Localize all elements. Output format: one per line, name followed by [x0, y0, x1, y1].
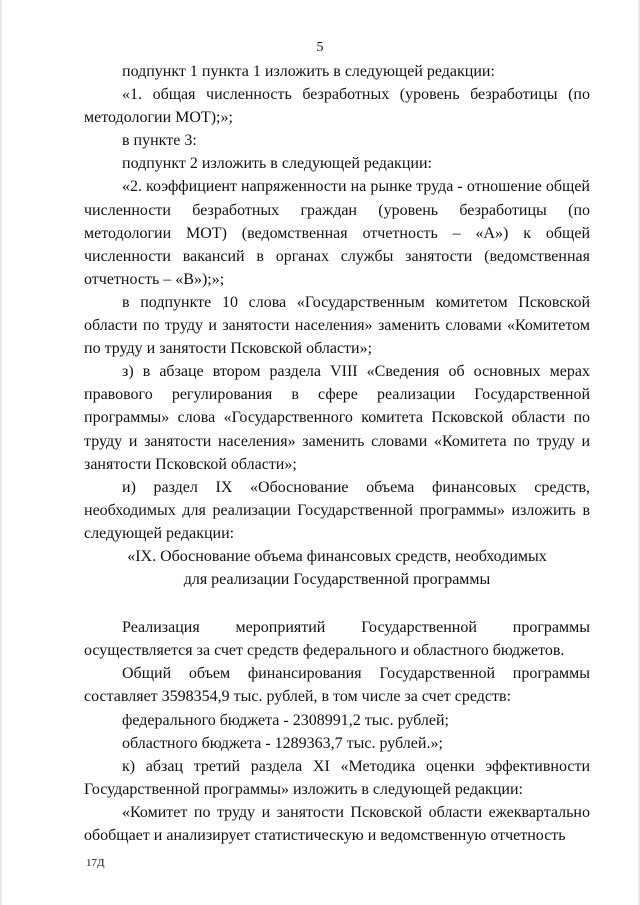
- paragraph: подпункт 1 пункта 1 изложить в следующей редакции:: [122, 63, 495, 80]
- paragraph: подпункт 2 изложить в следующей редакции:: [122, 155, 432, 173]
- paragraph: федерального бюджета - 2308991,2 тыс. рублей;: [122, 711, 449, 729]
- paragraph: Общий объем финансирования Государственной программы составляет 3598354,9 тыс. рублей, в том числе за счет средств:: [84, 665, 590, 706]
- paragraph: «2. коэффициент напряженности на рынке труда - отношение общей численности безработных граждан (уровень безработицы (по методологии МОТ) (ведомственная отчетность – «А») к общей численности вакансий в органах службы занятости (ведомственная отчетность – «В»);»;: [84, 178, 590, 288]
- section-heading-continued: для реализации Государственной программы: [183, 571, 491, 589]
- paragraph: «1. общая численность безработных (уровень безработицы (по методологии МОТ);»;: [84, 86, 590, 127]
- paragraph: Реализация мероприятий Государственной программы осуществляется за счет средств федерального и областного бюджетов.: [84, 619, 590, 660]
- paragraph: в пункте 3:: [122, 132, 197, 150]
- paragraph: и) раздел IX «Обоснование объема финансовых средств, необходимых для реализации Государственной программы» изложить в следующей редакции:: [84, 478, 590, 542]
- page-edge-left: [0, 0, 2, 905]
- paragraph: к) абзац третий раздела XI «Методика оценки эффективности Государственной программы» изложить в следующей редакции:: [84, 757, 590, 798]
- paragraph: в подпункте 10 слова «Государственным комитетом Псковской области по труду и занятости населения» заменить словами «Комитетом по труду и занятости Псковской области»;: [84, 293, 590, 358]
- paragraph: «Комитет по труду и занятости Псковской области ежеквартально обобщает и анализирует статистическую и ведомственную отчетность: [84, 803, 590, 844]
- document-body: [84, 60, 590, 847]
- page-number: 5: [316, 40, 324, 55]
- footer-code: 17Д: [86, 857, 105, 869]
- paragraph: областного бюджета - 1289363,7 тыс. рублей.»;: [122, 734, 443, 752]
- section-heading: «IX. Обоснование объема финансовых средств, необходимых: [127, 547, 547, 565]
- paragraph: з) в абзаце втором раздела VIII «Сведения об основных мерах правового регулирования в сфере реализации Государственной программы» слова «Государственного комитета Псковской области по труду и занятости населения» заменить словами «Комитета по труду и занятости Псковской области»;: [84, 363, 590, 473]
